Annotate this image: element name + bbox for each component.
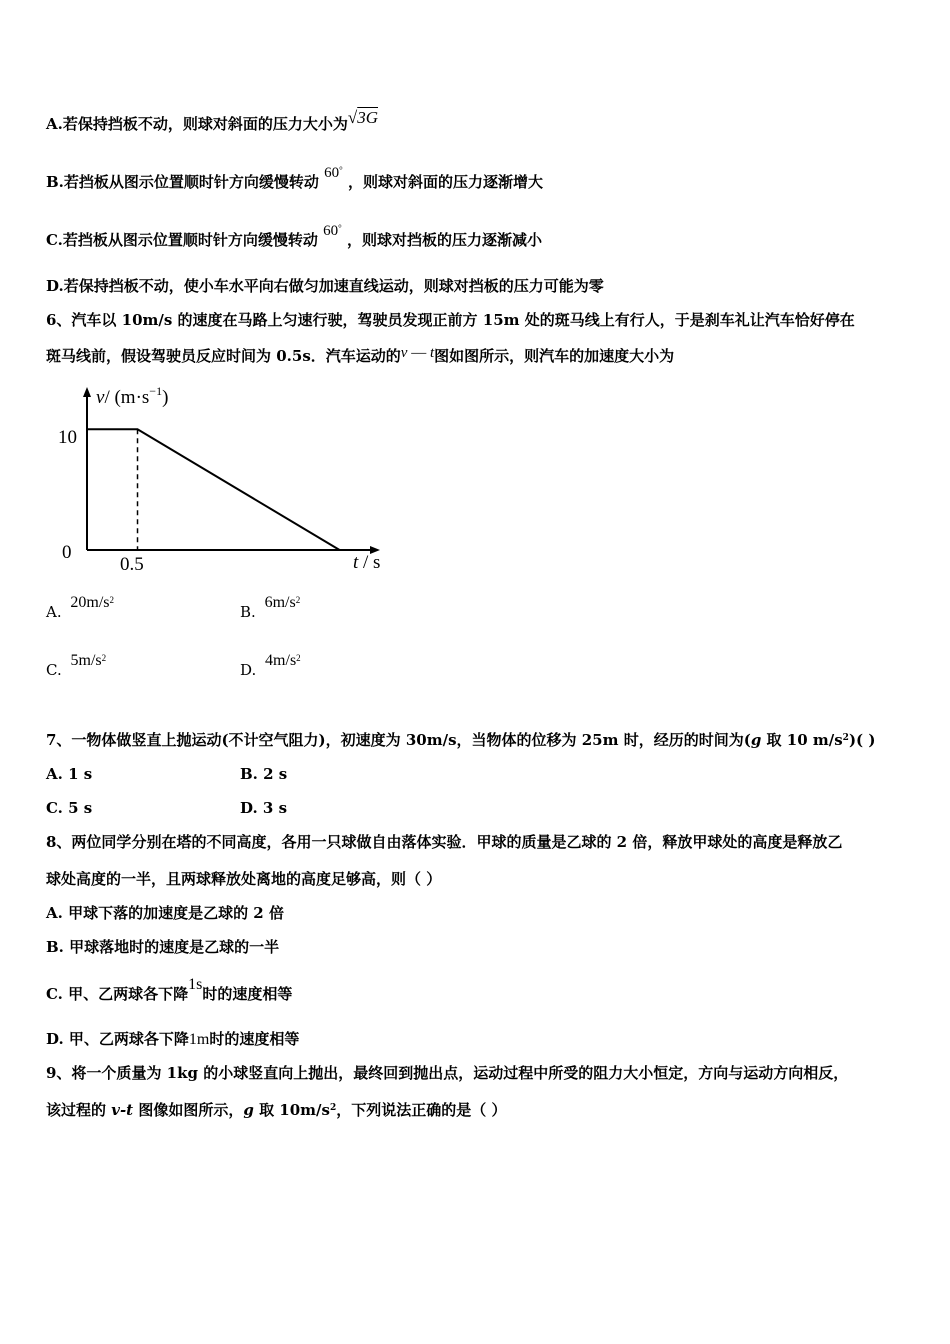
q9-stem-line2: 该过程的 v-t 图像如图所示，g 取 $10m/s^2$，下列说法正确的是（ ） bbox=[46, 1101, 507, 1119]
q8-option-d: D. 甲、乙两球各下降1m时的速度相等 bbox=[46, 1030, 300, 1048]
sqrt-expression: √3G bbox=[347, 108, 378, 127]
velocity-line bbox=[87, 429, 340, 550]
y-axis-arrow bbox=[83, 387, 91, 397]
origin-label: 0 bbox=[62, 542, 72, 563]
y-axis-label: v/ $(m\cdot s^{-1})$ bbox=[96, 384, 169, 408]
q6-stem-line1: 6、汽车以 10m/s 的速度在马路上匀速行驶，驾驶员发现正前方 15m 处的斑马线上有行人，于是刹车礼让汽车恰好停在 bbox=[46, 311, 855, 329]
q5-option-d: D.若保持挡板不动，使小车水平向右做匀加速直线运动，则球对挡板的压力可能为零 bbox=[46, 277, 604, 295]
q5-option-a: A.若保持挡板不动，则球对斜面的压力大小为√3G bbox=[46, 108, 378, 133]
q7-option-d: D. 3 s bbox=[240, 799, 288, 817]
vt-symbol: v — t bbox=[400, 345, 435, 361]
chart-axes bbox=[83, 387, 380, 554]
vt-chart bbox=[50, 375, 400, 585]
q8-stem-line2: 球处高度的一半，且两球释放处离地的高度足够高，则（ ） bbox=[46, 870, 442, 888]
q9-stem-line1: 9、将一个质量为 1kg 的小球竖直向上抛出，最终回到抛出点，运动过程中所受的阻力大小恒定，方向与运动方向相反， bbox=[46, 1064, 849, 1082]
q8-option-c: C. 甲、乙两球各下降1s时的速度相等 bbox=[46, 976, 293, 1003]
q7-option-b: B. 2 s bbox=[240, 765, 288, 783]
q5-option-c: C.若挡板从图示位置顺时针方向缓慢转动 60° ，则球对挡板的压力逐渐减小 bbox=[46, 223, 542, 249]
q8-option-a: A. 甲球下落的加速度是乙球的 2 倍 bbox=[46, 904, 284, 922]
q8-stem-line1: 8、两位同学分别在塔的不同高度，各用一只球做自由落体实验．甲球的质量是乙球的 2 倍，释放甲球处的高度是释放乙 bbox=[46, 833, 843, 851]
q7-option-a: A. 1 s bbox=[46, 765, 93, 783]
x-tick-label: 0.5 bbox=[120, 554, 144, 575]
q6-option-d: D. $4m/s^2$ bbox=[240, 652, 301, 679]
chart-marks bbox=[87, 429, 340, 550]
q7-option-c: C. 5 s bbox=[46, 799, 93, 817]
x-axis-label: t / s bbox=[353, 552, 381, 573]
q6-stem-line2: 斑马线前，假设驾驶员反应时间为 0.5s．汽车运动的v — t图如图所示，则汽车的加速度大小为 bbox=[46, 345, 675, 365]
q6-option-b: B. $6m/s^2$ bbox=[240, 594, 301, 621]
angle-value: 60° bbox=[323, 223, 342, 239]
q6-option-a: A. $20m/s^2$ bbox=[46, 594, 115, 621]
q8-option-b: B. 甲球落地时的速度是乙球的一半 bbox=[46, 938, 280, 956]
sqrt-radicand: 3G bbox=[357, 108, 378, 127]
q5-option-b: B.若挡板从图示位置顺时针方向缓慢转动 60° ，则球对斜面的压力逐渐增大 bbox=[46, 165, 543, 191]
y-tick-label: 10 bbox=[58, 427, 77, 448]
q7-stem: 7、一物体做竖直上抛运动(不计空气阻力)，初速度为 30m/s，当物体的位移为 25m 时，经历的时间为(g 取 10 $m/s^2$)( ) bbox=[46, 731, 876, 749]
q6-option-c: C. $5m/s^2$ bbox=[46, 652, 107, 679]
angle-value: 60° bbox=[324, 165, 343, 181]
